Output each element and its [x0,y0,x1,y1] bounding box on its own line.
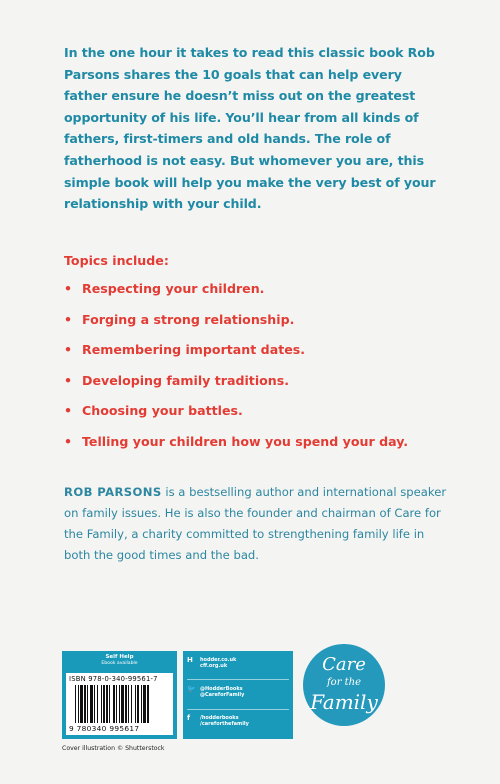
logo-care-text: Care [322,654,366,675]
barcode-bar [106,685,108,723]
bullet-icon: • [64,433,73,449]
topic-label: Forging a strong relationship. [82,311,295,327]
barcode-icon [75,685,165,723]
facebook-text: /hodderbooks /careforthefamily [200,715,249,727]
twitter-icon: 🐦 [187,685,196,693]
divider [187,679,289,680]
barcode-bar [94,685,95,723]
barcode-bar [90,685,93,723]
bullet-icon: • [64,311,73,327]
category-label: Self Help [105,654,134,660]
bullet-icon: • [64,342,73,358]
barcode-bar [97,685,98,723]
bullet-icon: • [64,372,73,388]
barcode-bar [75,685,76,723]
topic-item [64,374,408,405]
barcode-bar [84,685,86,723]
barcode-bar [101,685,102,723]
facebook-row[interactable] [187,715,249,727]
barcode-bar [109,685,110,723]
logo-family-text: Family [310,690,378,714]
barcode-bar [147,685,149,723]
topic-item [64,435,408,466]
cover-credit: Cover illustration © Shutterstock [62,745,165,752]
twitter-text: @HodderBooks @CareforFamily [200,686,245,698]
topic-label: Remembering important dates. [82,342,306,358]
barcode-bar [80,685,83,723]
topic-label: Developing family traditions. [82,372,290,388]
topic-item [64,404,408,435]
author-bio-text: is a bestselling author and international speaker on family issues. He is also the founder and chairman of Care for the Family, a charity committed to strengthening family life in both the good times and the bad. [64,485,447,562]
barcode-bar [113,685,115,723]
isbn-text: ISBN 978-0-340-99561-7 [69,675,158,683]
website-text: hodder.co.uk cff.org.uk [200,657,237,669]
barcode-bar [103,685,105,723]
topic-label: Telling your children how you spend your day. [82,433,409,449]
author-name: ROB PARSONS [64,485,162,499]
barcode-bar [128,685,129,723]
twitter-row[interactable] [187,686,244,698]
barcode-bar [137,685,139,723]
topics-list [64,282,408,466]
barcode-bar [121,685,124,723]
barcode-bar [141,685,142,723]
barcode-bar [87,685,88,723]
barcode-bar [125,685,127,723]
facebook-icon: f [187,714,191,722]
care-for-the-family-logo [303,644,385,726]
barcode-bar [135,685,136,723]
author-bio [64,482,454,566]
barcode-area [66,673,173,735]
topic-item [64,313,408,344]
barcode-bar [131,685,132,723]
topics-heading: Topics include: [64,253,169,268]
blurb-text: In the one hour it takes to read this classic book Rob Parsons shares the 10 goals that can help every father ensure he doesn’t miss out on the greatest opportunity of his life. You’ll hear from all kinds of fathers, first-timers and old hands. The role of fatherhood is not easy. But whomever you are, this simple book will help you make the very best of your relationship with your child. [64,45,436,212]
topic-item [64,282,408,313]
website-row[interactable] [187,657,236,669]
barcode-bar [119,685,120,723]
topic-label: Respecting your children. [82,281,265,296]
topic-label: Choosing your battles. [82,403,243,419]
topic-item [64,343,408,374]
bullet-icon: • [64,281,73,296]
ebook-label: Ebook available [101,661,138,666]
barcode-bar [143,685,146,723]
hodder-icon: H [187,656,193,664]
bullet-icon: • [64,403,73,419]
divider [187,709,289,710]
barcode-panel [62,651,177,739]
publisher-info-panel [183,651,293,739]
barcode-bar [116,685,117,723]
barcode-bar [78,685,79,723]
barcode-number: 9 780340 995617 [69,724,140,733]
logo-middle-text: for the [326,677,362,688]
